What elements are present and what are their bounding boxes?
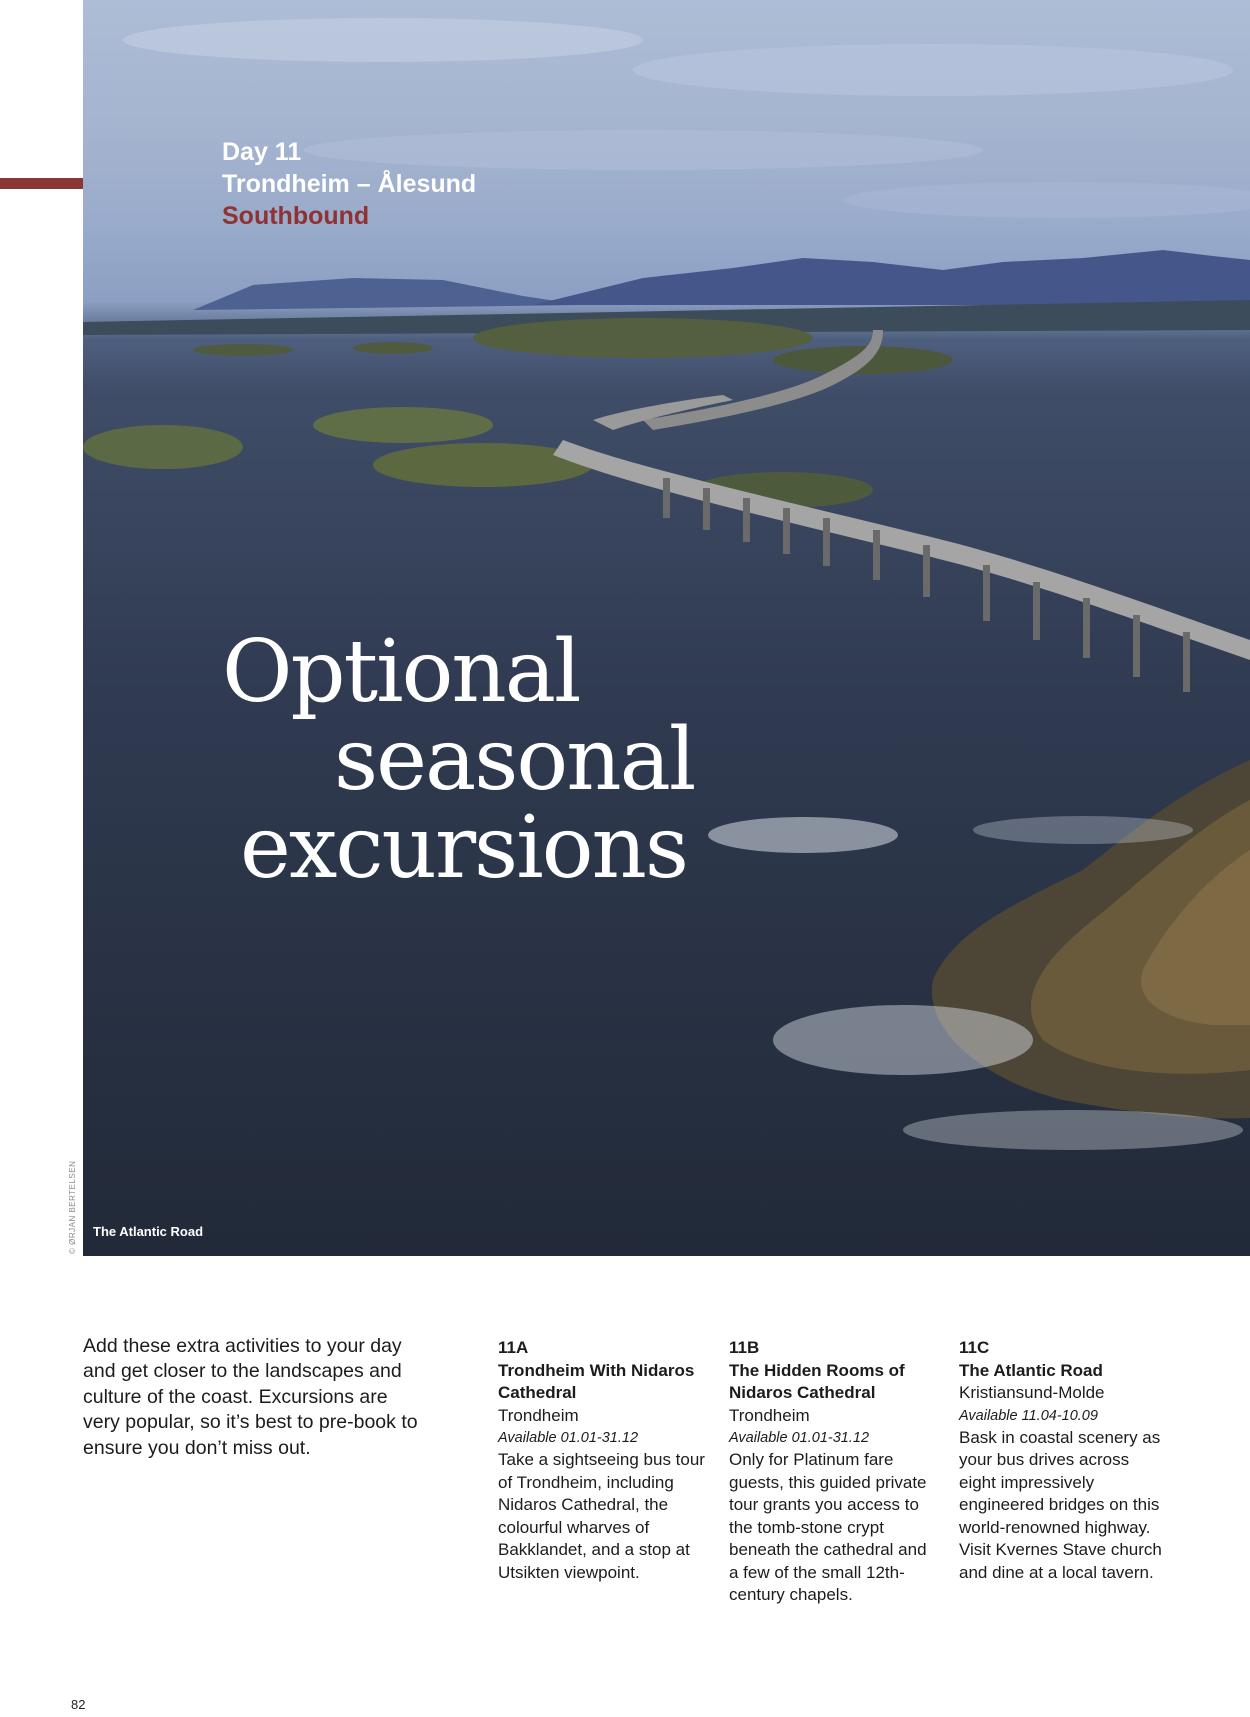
photo-credit: © ØRJAN BERTELSEN: [68, 1160, 77, 1254]
excursion-description: Only for Platinum fare guests, this guided private tour grants you access to the tomb-stone crypt beneath the cathedral and a few of the small 12th-century chapels.: [729, 1450, 927, 1604]
excursion-title: The Atlantic Road: [959, 1360, 1103, 1380]
page-number: 82: [71, 1697, 86, 1712]
day-number: Day 11: [222, 138, 302, 166]
excursion-code: 11A: [498, 1338, 529, 1357]
photo-caption: The Atlantic Road: [93, 1224, 204, 1239]
excursion-location: Kristiansund-Molde: [959, 1383, 1105, 1402]
excursion-title: The Hidden Rooms of Nidaros Cathedral: [729, 1360, 905, 1402]
excursion-description: Take a sightseeing bus tour of Trondheim, including Nidaros Cathedral, the colourful wharves of Bakklandet, and a stop at Utsikten viewpoint.: [498, 1450, 705, 1582]
excursion-availability: Available 11.04-10.09: [959, 1407, 1098, 1424]
excursion-title: Trondheim With Nidaros Cathedral: [498, 1360, 695, 1402]
route-name: Trondheim – Ålesund: [222, 170, 477, 198]
excursion-availability: Available 01.01-31.12: [729, 1430, 870, 1446]
direction-label: Southbound: [222, 202, 370, 230]
title-line-3: excursions: [240, 798, 687, 898]
excursion-description: Bask in coastal scenery as your bus drives across eight impressively engineered bridges on this world-renowned highway. Visit Kvernes Stave church and dine at a local tavern.: [959, 1427, 1162, 1582]
excursion-code: 11B: [729, 1338, 760, 1357]
excursion-availability: Available 01.01-31.12: [498, 1430, 639, 1446]
excursion-11b: [729, 1337, 939, 1607]
excursion-location: Trondheim: [498, 1405, 579, 1425]
excursion-11a: [498, 1337, 708, 1584]
excursion-location: Trondheim: [729, 1405, 810, 1425]
excursion-11c: [959, 1337, 1169, 1584]
page-title: [222, 622, 695, 898]
excursion-code: 11C: [959, 1338, 990, 1357]
intro-paragraph: Add these extra activities to your day and get closer to the landscapes and culture of the coast. Excursions are very popular, so it’s best to pre-book to ensure you don’t miss out.: [83, 1335, 418, 1459]
day-heading: [222, 136, 476, 232]
title-line-2: seasonal: [334, 710, 695, 810]
title-line-1: Optional: [222, 622, 580, 722]
